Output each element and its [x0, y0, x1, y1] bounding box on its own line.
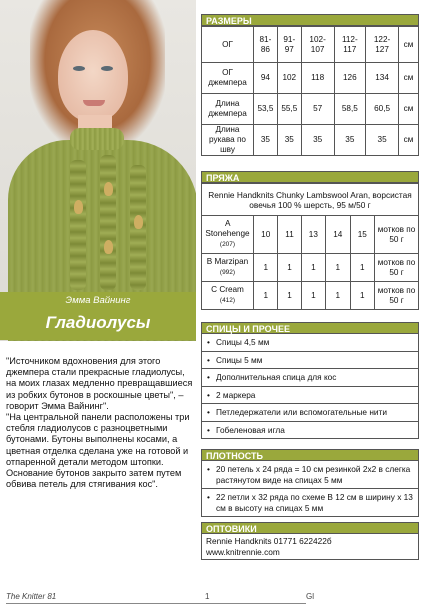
list-item: • 2 маркера [202, 387, 418, 405]
design-title: Гладиолусы [45, 313, 151, 332]
intro-paragraph: "Источником вдохновения для этого джемпера стали прекрасные гладиолусы, на моих глазах медленно превращавшиеся из робких бутонов в роскошные цветы", – говорит Эмма Вайнинг". [6, 356, 193, 411]
yarn-heading: ПРЯЖА [201, 171, 419, 183]
tension-section [201, 449, 419, 517]
sizes-table [201, 26, 419, 156]
list-item: • Спицы 4,5 мм [202, 334, 418, 352]
table-row: ОГ джемпера 94 102 118 126 134 см [202, 63, 419, 94]
table-row: Длина джемпера 53,5 55,5 57 58,5 60,5 см [202, 94, 419, 125]
needles-heading: СПИЦЫ И ПРОЧЕЕ [201, 322, 419, 334]
stockists-heading: ОПТОВИКИ [201, 522, 419, 534]
list-item: • Спицы 5 мм [202, 352, 418, 370]
table-row: B Marzipan (992) 1 1 1 1 1 мотков по 50 г [202, 254, 419, 282]
yarn-section [201, 171, 419, 310]
stockist-website: www.knitrennie.com [206, 546, 280, 557]
table-row: C Cream (412) 1 1 1 1 1 мотков по 50 г [202, 282, 419, 310]
footer-divider [6, 603, 306, 604]
table-row [202, 184, 419, 216]
list-item: • Дополнительная спица для кос [202, 369, 418, 387]
needles-list [201, 334, 419, 439]
table-row: ОГ 81-86 91-97 102-107 112-117 122-127 см [202, 27, 419, 63]
tension-heading: ПЛОТНОСТЬ [201, 449, 419, 461]
list-item: • 22 петли х 32 ряда по схеме В 12 см в ширину х 13 см в высоту на спицах 5 мм [202, 489, 418, 516]
designer-name: Эмма Вайнинг [65, 295, 131, 306]
list-item: • 20 петель х 24 ряда = 10 см резинкой 2х2 в слегка растянутом виде на спицах 5 мм [202, 461, 418, 489]
list-item: • Петледержатели или вспомогательные нити [202, 404, 418, 422]
sizes-section [201, 14, 419, 156]
intro-paragraph: "На центральной панели расположены три стебля гладиолусов с разноцветными бутонами. Бутоны выполнены косами, а цветная отделка сделана уже на готовой и отпаренной детали методом штопки. Основание бутонов закрыто затем путем обвива петель для стягивания кос". [6, 412, 190, 490]
needles-section [201, 322, 419, 439]
table-row: A Stonehenge (207) 10 11 13 14 15 мотков по 50 г [202, 216, 419, 254]
magazine-name: The Knitter 81 [6, 592, 57, 601]
yarn-description: Rennie Handknits Chunky Lambswool Aran, ворсистая овечья 100 % шерсть, 95 м/50 г [202, 184, 419, 216]
yarn-table [201, 183, 419, 310]
footer-right-text: Gl [306, 592, 314, 601]
intro-text [6, 356, 196, 490]
table-row: Длина рукава по шву 35 35 35 35 35 см [202, 125, 419, 156]
model-photo [0, 0, 196, 341]
list-item: • Гобеленовая игла [202, 422, 418, 439]
page-number: 1 [205, 592, 210, 601]
stockists-section [201, 522, 419, 560]
stockist-phone: Rennie Handknits 01771 622422б [206, 536, 332, 546]
tension-list [201, 461, 419, 517]
sizes-heading: РАЗМЕРЫ [201, 14, 419, 26]
stockists-contact [201, 534, 419, 560]
